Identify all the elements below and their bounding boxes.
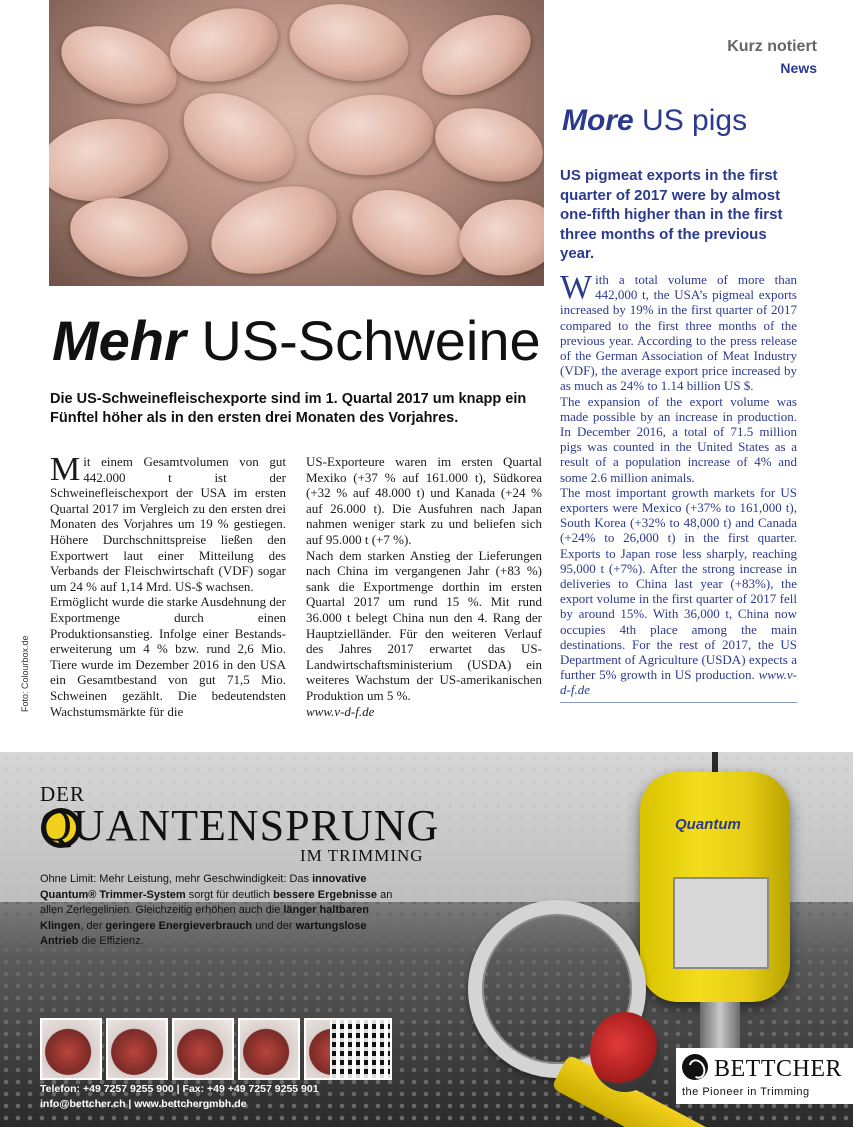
ad-headline: QUANTENSPRUNG	[40, 801, 440, 850]
section-sublabel: News	[780, 60, 817, 76]
ad-body-text: Ohne Limit: Mehr Leistung, mehr Geschwindigkeit: Das innovative Quantum® Trimmer-System sorgt für deutlich bessere Ergebnisse an allen Zerlegelinien. Gleichzeitig erhöhen auch die länger haltbaren Klingen, der geringere Energieverbrauch und der wartungslose Antrieb die Effizienz.	[40, 873, 393, 948]
ad-thumbnail	[106, 1018, 168, 1080]
german-paragraph: Nach dem starken Anstieg der Lieferungen nach China im vergangenen Jahr (+83 %) sank die Exportmenge dorthin im ersten Quartal 2017 um rund 15 %. Mit rund 36.000 t belegt China nun den 4. Rang der Hauptzielländer. Für den weiteren Verlauf des Jahres 2017 erwartet das US-Landwirtschaftsministerium (USDA) ein weiteres Wachstum der US-amerikanischen Produktion um 5 %.	[306, 547, 542, 703]
bettcher-logo-icon	[682, 1054, 708, 1080]
english-paragraph: With a total volume of more than 442,000 t, the USA’s pigmeal exports increased by 19% in the first quarter of 2017 compared to the first three months of the previous year. According to the press release of the German Association of Meat Industry (VDF), the average export price increased by as much as 24% to 1.14 billion US $.	[560, 269, 797, 394]
german-paragraph: Ermöglicht wurde die starke Ausdehnung der Exportmenge durch einen Produktionsanstieg. Infolge einer Bestands-erweiterung um 4 % bzw. rund 2,6 Mio. Tiere wurde im Dezember 2016 in den USA ein Gesamtbestand von gut 71,5 Mio. Schweinen gezählt. Die bedeutendsten Wachstumsmärkte für die	[50, 594, 286, 719]
english-title-rest: US pigs	[633, 104, 748, 137]
ad-thumbnail	[238, 1018, 300, 1080]
bettcher-logo	[676, 1048, 853, 1104]
ad-phone: Telefon: +49 7257 9255 900 | Fax: +49 +49 7257 9255 901	[40, 1083, 319, 1095]
bettcher-advertisement	[0, 752, 853, 1127]
section-label: Kurz notiert	[727, 38, 817, 55]
ad-subheadline: IM TRIMMING	[300, 846, 424, 865]
bettcher-brand-name: BETTCHER	[714, 1056, 842, 1082]
german-paragraph: US-Exporteure waren im ersten Quartal Mexiko (+37 % auf 161.000 t), Südkorea (+32 % auf 48.000 t) und Kanada (+24 % auf 26.000 t). Die Ausfuhren nach Japan nahmen weniger stark zu und beliefen sich auf 95.000 t (+7 %).	[306, 454, 542, 547]
ad-thumbnail	[172, 1018, 234, 1080]
english-paragraph: The most important growth markets for US exporters were Mexico (+37% to 161,000 t), South Korea (+32% to 48,000 t) and Canada (+24% to 26,000 t) in the first quarter. Exports to Japan rose less sharply, reaching 95,000 t (+7%). After the strong increase in deliveries to China last year (+83%), the export volume in the first quarter of 2017 fell by around 15%. With 36,000 t, China now occupies 4th place among the main destinations. For the rest of 2017, the US Department of Agriculture (USDA) expects a further 5% growth in US production. www.v-d-f.de	[560, 484, 797, 698]
english-lead: US pigmeat exports in the first quarter of 2017 were by almost one-fifth higher than in the first three months of the previous year.	[560, 167, 783, 262]
pigs-photo	[49, 0, 544, 286]
device-label: Quantum	[675, 816, 741, 833]
english-body	[560, 269, 797, 703]
german-paragraph: Mit einem Gesamtvolumen von gut 442.000 t ist der Schweinefleischexport der USA im ersten Quartal 2017 im Vergleich zu den ersten drei Monaten des Vorjahres um 19 % gestiegen. Höhere Durchschnittspreise ließen den Exportwert laut einer Mitteilung des Verbands der Fleischwirtschaft (VDF) sogar um 24 % auf 1,14 Mrd. US-$ wachsen.	[50, 451, 286, 594]
german-dropcap: M	[50, 451, 81, 488]
ad-web[interactable]: info@bettcher.ch | www.bettchergmbh.de	[40, 1098, 247, 1110]
ad-thumbnail	[40, 1018, 102, 1080]
german-column-2	[306, 454, 542, 719]
german-column-1	[50, 451, 286, 719]
ad-headline-der: DER	[40, 782, 85, 806]
german-title-emphasis: Mehr	[52, 309, 186, 372]
photo-credit: Foto: Colourbox.de	[20, 635, 30, 712]
section-header	[727, 38, 817, 76]
german-url[interactable]: www.v-d-f.de	[306, 703, 375, 719]
english-title	[562, 104, 747, 138]
english-dropcap: W	[560, 269, 593, 306]
device-screen	[673, 877, 769, 969]
english-title-emphasis: More	[562, 104, 634, 137]
german-title	[52, 308, 541, 373]
ad-contact	[40, 1082, 319, 1112]
english-url[interactable]: www.v-d-f.de	[560, 667, 797, 698]
trimmer-handle	[590, 1012, 660, 1092]
german-title-rest: US-Schweine	[185, 309, 541, 372]
german-lead: Die US-Schweinefleischexporte sind im 1. Quartal 2017 um knapp ein Fünftel höher als in den ersten drei Monaten des Vorjahres.	[50, 391, 527, 426]
qr-code-icon[interactable]	[330, 1018, 392, 1080]
bettcher-tagline: the Pioneer in Trimming	[682, 1086, 810, 1098]
english-paragraph: The expansion of the export volume was made possible by an increase in production. In December 2016, a total of 71.5 million pigs was counted in the United States as a result of a population increase of 4% and some 2.6 million animals.	[560, 393, 797, 485]
